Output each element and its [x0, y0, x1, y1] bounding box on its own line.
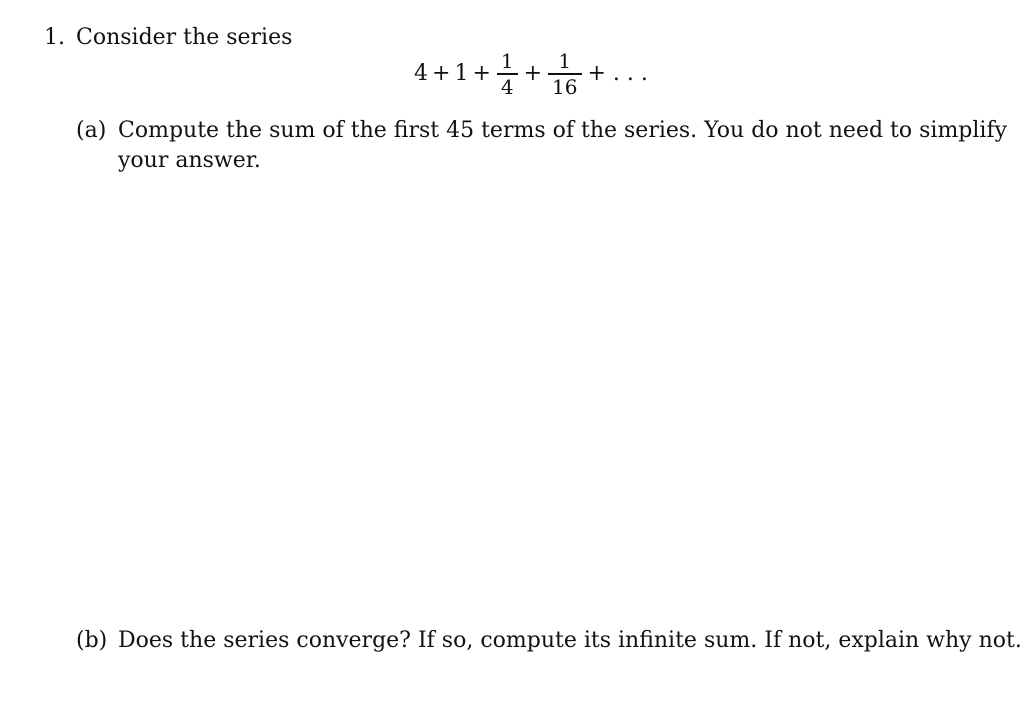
fraction-denominator: 4 [500, 74, 514, 99]
series-term-1: 4 [414, 61, 428, 86]
fraction-numerator: 1 [558, 49, 572, 74]
problem-intro: Consider the series [76, 25, 293, 50]
series-fraction-2 [548, 49, 581, 98]
fraction-denominator: 16 [552, 74, 578, 99]
part-b-label: (b) [76, 628, 108, 653]
part-a-label: (a) [76, 118, 107, 143]
part-a-question-line-1: Compute the sum of the first 45 terms of the series. You do not need to simplify [118, 118, 1008, 143]
fraction-numerator: 1 [500, 49, 514, 74]
series-expression [414, 44, 652, 104]
plus-sign: + [432, 61, 451, 86]
part-a-question-line-2: your answer. [118, 148, 261, 173]
series-tail: + . . . [587, 61, 648, 86]
plus-sign: + [523, 61, 543, 86]
series-fraction-1 [497, 49, 518, 98]
problem-number: 1. [44, 25, 65, 50]
plus-sign: + [472, 61, 491, 86]
part-b-question: Does the series converge? If so, compute its infinite sum. If not, explain why not. [118, 628, 1022, 653]
series-term-2: 1 [454, 61, 469, 86]
